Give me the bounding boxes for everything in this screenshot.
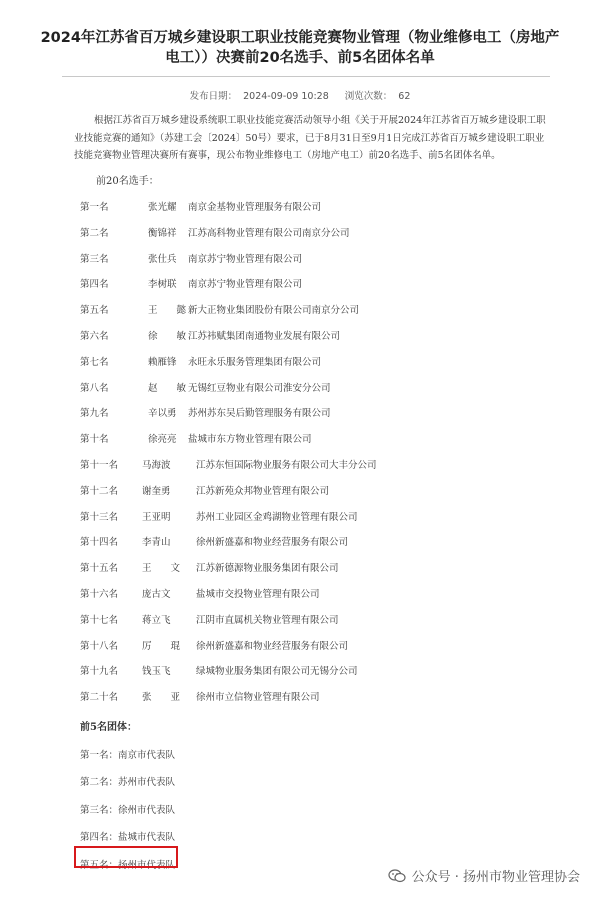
contestant-name: 赖雁锋 — [148, 356, 177, 368]
contestant-name: 辛以勇 — [148, 408, 177, 420]
highlight-box — [74, 846, 178, 868]
organization-name: 南京金基物业管理服务有限公司 — [188, 202, 322, 213]
organization-name: 徐州新盛嘉和物业经营服务有限公司 — [196, 640, 349, 652]
rank-label: 第六名 — [80, 331, 109, 342]
rank-label: 第八名 — [80, 382, 109, 394]
organization-name: 江苏祎赋集团南通物业发展有限公司 — [188, 331, 341, 342]
contestant-name: 庞古文 — [142, 589, 171, 600]
organization-name: 盐城市交投物业管理有限公司 — [196, 589, 320, 600]
organization-name: 盐城市东方物业管理有限公司 — [188, 434, 312, 446]
team-rank: 第五名： — [80, 859, 119, 871]
publish-date: 2024-09-09 10:28 — [243, 91, 329, 102]
team-row — [80, 774, 175, 788]
team-rank: 第二名： — [80, 777, 119, 789]
rank-label: 第十二名 — [80, 485, 119, 497]
wechat-icon — [388, 869, 406, 883]
organization-name: 江阴市直属机关物业管理有限公司 — [196, 614, 339, 626]
rank-label: 第十九名 — [80, 666, 119, 678]
rank-label: 第十六名 — [80, 589, 119, 600]
rank-label: 第三名 — [80, 253, 109, 265]
rank-label: 第十三名 — [80, 511, 119, 523]
organization-name: 江苏新苑众邦物业管理有限公司 — [196, 485, 330, 497]
rank-label: 第十名 — [80, 434, 109, 446]
organization-name: 徐州市立信物业管理有限公司 — [196, 692, 320, 704]
team-row — [80, 747, 175, 761]
contestant-name: 谢奎勇 — [142, 485, 171, 497]
watermark-text: 公众号 · 扬州市物业管理协会 — [411, 870, 580, 885]
rank-label: 第一名 — [80, 202, 109, 213]
organization-name: 苏州苏东吴后勤管理服务有限公司 — [188, 408, 331, 420]
team-rank: 第四名： — [80, 832, 119, 844]
article-meta — [0, 88, 600, 102]
organization-name: 江苏新德源物业服务集团有限公司 — [196, 563, 339, 575]
contestant-name: 马海波 — [142, 460, 171, 471]
view-count: 62 — [398, 91, 411, 102]
team-rank: 第三名： — [80, 804, 119, 816]
title-divider — [62, 76, 550, 77]
team-name: 盐城市代表队 — [118, 832, 176, 844]
rank-label: 第二名 — [80, 227, 109, 239]
rank-label: 第二十名 — [80, 692, 119, 704]
teams-heading: 前5名团体： — [80, 722, 137, 733]
contestant-name: 王亚明 — [142, 511, 171, 523]
contestant-name: 衡锦祥 — [148, 227, 177, 239]
organization-name: 苏州工业园区金鸡湖物业管理有限公司 — [196, 511, 358, 523]
team-row — [80, 802, 175, 816]
team-row — [80, 829, 175, 843]
contestant-name: 蒋立飞 — [142, 614, 171, 626]
team-name: 南京市代表队 — [118, 750, 176, 761]
contestant-name: 赵 敏 — [148, 382, 187, 394]
contestant-name: 张光耀 — [148, 202, 177, 213]
contestant-name: 李青山 — [142, 537, 171, 549]
team-name: 扬州市代表队 — [118, 859, 176, 871]
organization-name: 徐州新盛嘉和物业经营服务有限公司 — [196, 537, 349, 549]
contestant-name: 李树联 — [148, 279, 177, 291]
rank-label: 第十八名 — [80, 640, 119, 652]
intro-paragraph: 根据江苏省百万城乡建设系统职工职业技能竞赛活动领导小组《关于开展2024年江苏省百万城乡建设职工职业技能竞赛的通知》（苏建工会〔2024〕50号）要求，已于8月31日至9月1日完成江苏省百万城乡建设职工职业技能竞赛物业管理决赛所有赛事，现公布物业维修电工（房地产电工）前20名选手、前5名团体名单。 — [74, 115, 546, 161]
contestant-name: 王 懿 — [148, 305, 187, 317]
organization-name: 新大正物业集团股份有限公司南京分公司 — [188, 305, 360, 317]
organization-name: 江苏东恒国际物业服务有限公司大丰分公司 — [196, 460, 377, 471]
organization-name: 无锡红豆物业有限公司淮安分公司 — [188, 382, 331, 394]
publish-date-label: 发布日期： — [189, 91, 238, 102]
rank-label: 第十一名 — [80, 460, 119, 471]
individuals-heading: 前20名选手： — [96, 176, 159, 187]
contestant-name: 厉 琨 — [142, 640, 181, 652]
organization-name: 南京苏宁物业管理有限公司 — [188, 279, 303, 291]
contestant-name: 徐亮亮 — [148, 434, 177, 446]
organization-name: 江苏高科物业管理有限公司南京分公司 — [188, 227, 350, 239]
rank-label: 第五名 — [80, 305, 109, 317]
contestant-name: 张 亚 — [142, 692, 181, 704]
contestant-name: 徐 敏 — [148, 331, 187, 342]
watermark — [388, 866, 580, 885]
contestant-name: 王 文 — [142, 563, 181, 575]
organization-name: 绿城物业服务集团有限公司无锡分公司 — [196, 666, 358, 678]
team-name: 徐州市代表队 — [118, 804, 176, 816]
rank-label: 第九名 — [80, 408, 109, 420]
rank-label: 第十七名 — [80, 614, 119, 626]
rank-label: 第七名 — [80, 356, 109, 368]
rank-label: 第十四名 — [80, 537, 119, 549]
contestant-name: 钱玉飞 — [142, 666, 171, 678]
team-rank: 第一名： — [80, 750, 119, 761]
team-name: 苏州市代表队 — [118, 777, 176, 789]
organization-name: 南京苏宁物业管理有限公司 — [188, 253, 303, 265]
view-count-label: 浏览次数： — [344, 91, 393, 102]
page-title: 2024年江苏省百万城乡建设职工职业技能竞赛物业管理（物业维修电工（房地产电工））决赛前20名选手、前5名团体名单 — [40, 30, 560, 66]
rank-label: 第十五名 — [80, 563, 119, 575]
organization-name: 永旺永乐服务管理集团有限公司 — [188, 356, 322, 368]
contestant-name: 张仕兵 — [148, 253, 177, 265]
rank-label: 第四名 — [80, 279, 109, 291]
